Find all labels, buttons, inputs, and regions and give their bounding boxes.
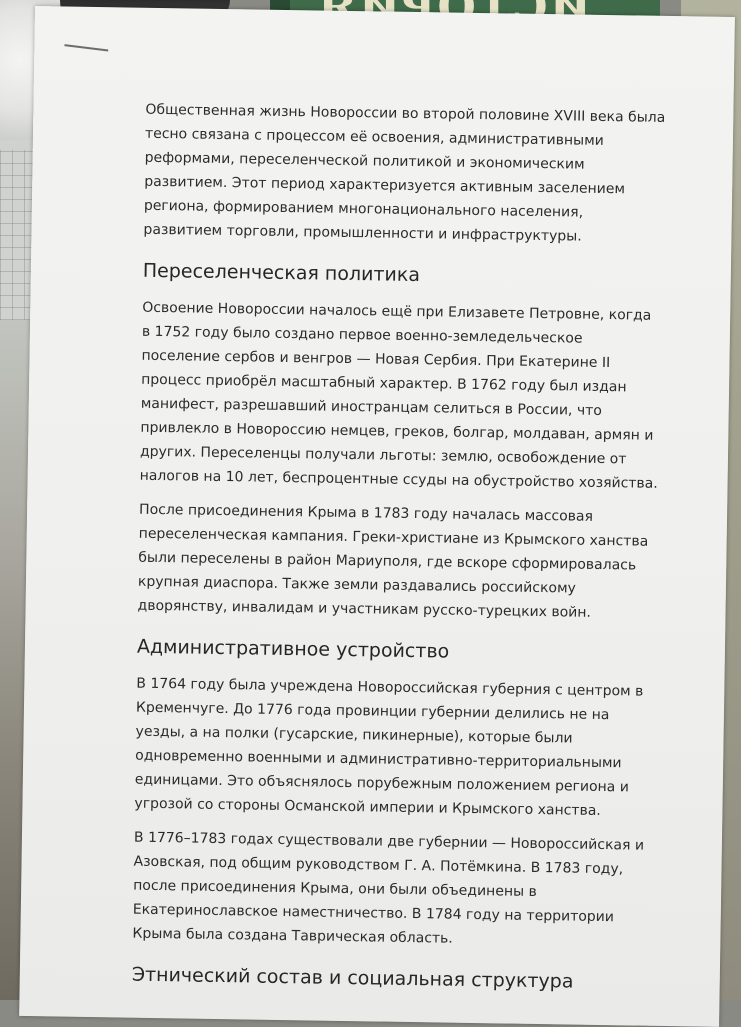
- section-paragraph: После присоединения Крыма в 1783 году началась массовая переселенческая кампания. Греки-христиане из Крымского ханства были переселены в район Мариуполя, где вскоре сформировалась крупная диаспора. Также земли раздавались российскому дворянству, инвалидам и участникам русско-турецких войн.: [137, 501, 649, 621]
- section-paragraph: В 1764 году была учреждена Новороссийская губерния с центром в Кременчуге. До 1776 года провинции губернии делились не на уезды, а на полки (гусарские, пикинерные), которые были одновременно военными и административно-территориальными единицами. Это объяснялось порубежным положением региона и угрозой со стороны Османской империи и Крымского ханства.: [134, 675, 644, 819]
- section-heading-ethnic: Этнический состав и социальная структура: [131, 963, 574, 993]
- staple-mark: [64, 44, 108, 51]
- paper-sheet: [19, 6, 735, 1027]
- section-paragraph: В 1776–1783 годах существовали две губернии — Новороссийская и Азовская, под общим руководством Г. А. Потёмкина. В 1783 году, после присоединения Крыма, они были объединены в Екатеринославское наместничество. В 1784 году на территории Крыма была создана Таврическая область.: [132, 829, 645, 947]
- section-heading-administration: Административное устройство: [136, 635, 450, 663]
- document-content: [131, 98, 665, 1008]
- section-paragraph: Освоение Новороссии началось ещё при Елизавете Петровне, когда в 1752 году было создано первое военно-земледельческое поселение сербов и венгров — Новая Сербия. При Екатерине II процесс приобрёл масштабный характер. В 1762 году был издан манифест, разрешавший иностранцам селиться в России, что привлекло в Новороссию немцев, греков, болгар, молдаван, армян и других. Переселенцы получали льготы: землю, освобождение от налогов на 10 лет, беспроцентные ссуды на обустройство хозяйства.: [139, 299, 658, 492]
- intro-paragraph: Общественная жизнь Новороссии во второй половине XVIII века была тесно связана с процессом её освоения, административными реформами, переселенческой политикой и экономическим развитием. Этот период характеризуется активным заселением региона, формированием многонационального населения, развитием торговли, промышленности и инфраструктуры.: [143, 101, 666, 245]
- section-heading-resettlement: Переселенческая политика: [142, 259, 421, 287]
